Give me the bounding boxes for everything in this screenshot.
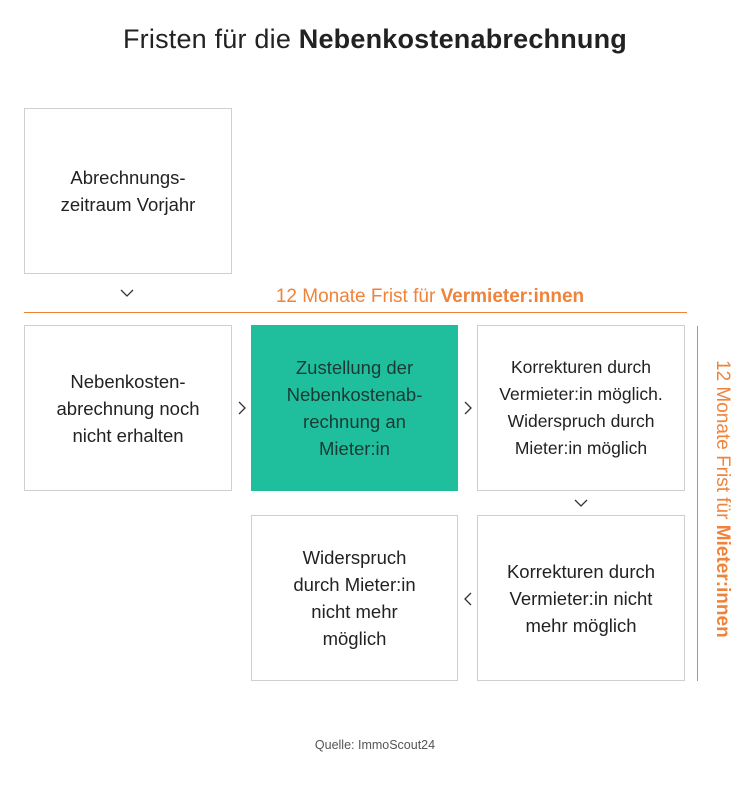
chevron-right-icon — [460, 400, 476, 416]
box-corrections-possible-text: Korrekturen durch Vermieter:in möglich. Widerspruch durch Mieter:in möglich — [499, 357, 663, 458]
box-not-received-text: Nebenkosten- abrechnung noch nicht erhalten — [56, 370, 200, 446]
tenant-deadline-label — [706, 360, 738, 670]
box-corrections-possible — [477, 325, 685, 491]
box-objection-not-possible — [251, 515, 458, 681]
title-bold: Nebenkostenabrechnung — [298, 24, 628, 54]
chevron-right-icon — [234, 400, 250, 416]
landlord-deadline-line — [24, 312, 687, 313]
box-previous-period — [24, 108, 232, 274]
source-note: Quelle: ImmoScout24 — [314, 738, 436, 752]
tenant-deadline-line — [697, 326, 698, 681]
chevron-left-icon — [460, 591, 476, 607]
chevron-down-icon — [573, 495, 589, 511]
box-delivery — [251, 325, 458, 491]
tenant-deadline-bold: Mieter:innen — [712, 524, 733, 638]
landlord-deadline-bold: Vermieter:innen — [440, 286, 585, 307]
landlord-deadline-label — [0, 286, 750, 308]
box-delivery-text: Zustellung der Nebenkostenab- rechnung an Mieter:in — [286, 357, 423, 459]
diagram-title — [0, 24, 750, 55]
box-corrections-not-possible — [477, 515, 685, 681]
landlord-deadline-prefix: 12 Monate Frist für — [275, 286, 441, 307]
tenant-deadline-prefix: 12 Monate Frist für — [712, 360, 733, 525]
title-prefix: Fristen für die — [122, 24, 299, 54]
box-previous-period-text: Abrechnungs- zeitraum Vorjahr — [60, 167, 196, 215]
box-not-received — [24, 325, 232, 491]
box-objection-not-possible-text: Widerspruch durch Mieter:in nicht mehr möglich — [293, 547, 416, 649]
box-corrections-not-possible-text: Korrekturen durch Vermieter:in nicht mehr möglich — [506, 560, 656, 636]
